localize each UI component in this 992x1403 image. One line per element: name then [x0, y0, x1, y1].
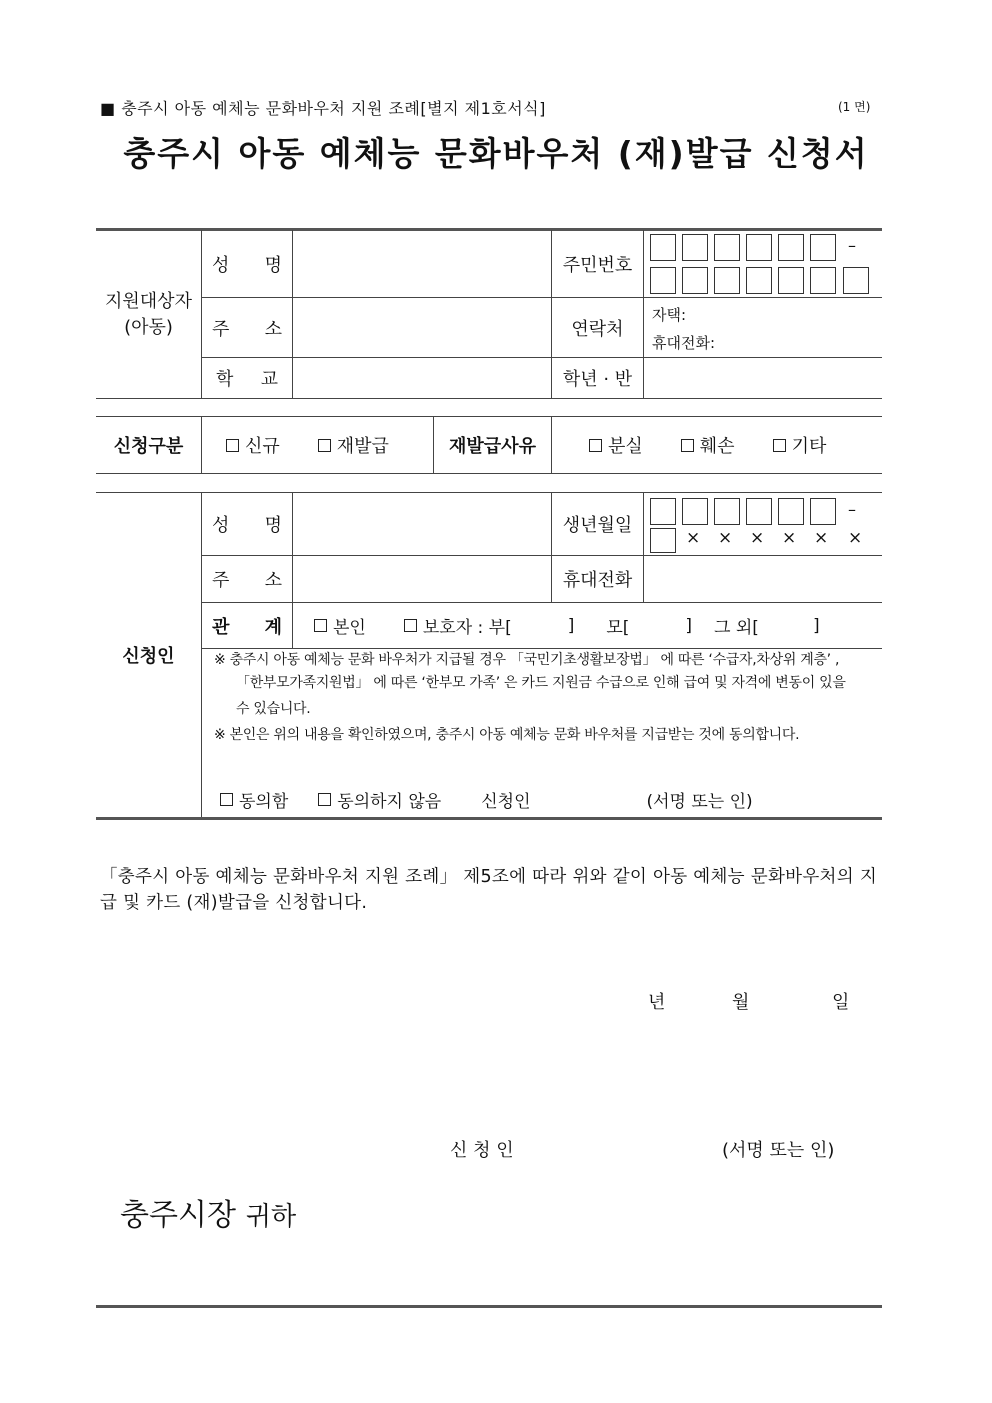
bracket-close: ]	[812, 615, 820, 636]
signature-field[interactable]: (서명 또는 인)	[722, 1140, 835, 1161]
target-contact-label: 연락처	[571, 318, 624, 340]
col-divider	[201, 416, 202, 473]
date-month[interactable]: 월	[732, 992, 750, 1013]
target-school-input[interactable]	[293, 358, 551, 398]
checkbox-label: 신규	[245, 436, 280, 457]
checkbox-label: 훼손	[699, 436, 735, 457]
applicant-name-input[interactable]	[293, 493, 551, 555]
application-type-label: 신청구분	[113, 436, 184, 457]
label-char: 계	[264, 616, 282, 638]
target-section-title: 지원대상자	[105, 291, 192, 312]
target-name-label	[202, 230, 292, 297]
checkbox-label: 기타	[791, 436, 827, 457]
rrn-digit-box[interactable]	[778, 267, 804, 294]
home-phone-field[interactable]: 자택:	[652, 306, 687, 324]
checkbox-icon	[318, 793, 331, 806]
section-bottom-border	[96, 398, 882, 399]
target-school-label	[202, 358, 292, 398]
rrn-digit-box[interactable]	[650, 267, 676, 294]
table-bottom-border	[96, 817, 882, 820]
mobile-phone-field[interactable]: 휴대전화:	[652, 334, 716, 352]
birth-digit-box[interactable]	[746, 498, 772, 525]
disagree-checkbox[interactable]	[318, 787, 441, 812]
addressee	[120, 1190, 296, 1234]
bracket-close: ]	[685, 615, 693, 636]
relation-label	[202, 603, 292, 648]
checkbox-label: 동의하지 않음	[337, 791, 442, 812]
signer-label: 신청인	[481, 791, 531, 812]
page-number: (1 면)	[838, 100, 871, 114]
signature-label: 신 청 인	[450, 1140, 514, 1161]
label-char: 학	[216, 369, 234, 390]
form-id: ■ 충주시 아동 예체능 문화바우처 지원 조례[별지 제1호서식]	[100, 99, 546, 118]
rrn-digit-box[interactable]	[810, 267, 836, 294]
other-relation-field[interactable]: 그 외[	[714, 618, 759, 638]
target-grade-input[interactable]	[644, 358, 882, 398]
checkbox-icon	[226, 439, 239, 452]
bracket-close: ]	[567, 615, 575, 636]
reissue-checkbox[interactable]	[318, 432, 389, 458]
declaration-text: 「충주시 아동 예체능 문화바우처 지원 조례」 제5조에 따라 위와 같이 아동 예체능 문화바우처의 지급 및 카드 (재)발급을 신청합니다.	[100, 867, 878, 913]
label-char: 명	[264, 515, 282, 536]
checkbox-icon	[404, 619, 417, 632]
target-grade-label: 학년 · 반	[562, 369, 633, 390]
checkbox-label: 보호자 : 부[	[422, 618, 512, 638]
label-char: 성	[212, 515, 230, 536]
mother-field[interactable]: 모[	[606, 618, 630, 638]
applicant-name-label	[202, 493, 292, 555]
other-checkbox[interactable]	[773, 432, 827, 458]
masked-digit: ×	[782, 528, 797, 548]
applicant-address-input[interactable]	[293, 556, 551, 602]
applicant-phone-label: 휴대전화	[562, 570, 633, 591]
rrn-digit-box[interactable]	[714, 267, 740, 294]
applicant-phone-input[interactable]	[644, 556, 882, 602]
page-title: 충주시 아동 예체능 문화바우처 (재)발급 신청서	[123, 134, 869, 173]
birth-digit-box[interactable]	[778, 498, 804, 525]
col-divider	[551, 416, 552, 473]
target-address-input[interactable]	[293, 298, 551, 357]
checkbox-label: 분실	[608, 436, 643, 457]
rrn-digit-box[interactable]	[650, 234, 676, 261]
checkbox-icon	[220, 793, 233, 806]
reissue-reason-options	[589, 417, 826, 473]
footer-border	[96, 1305, 882, 1308]
new-checkbox[interactable]	[226, 432, 280, 458]
consent-row	[220, 784, 753, 814]
target-section-subtitle: (아동)	[124, 317, 173, 338]
target-rrn-label: 주민번호	[562, 254, 633, 276]
masked-digit: ×	[718, 528, 733, 548]
consent-signature-field[interactable]: (서명 또는 인)	[646, 791, 753, 812]
checkbox-icon	[589, 439, 602, 452]
label-char: 주	[212, 318, 230, 340]
notice-line-2: 「한부모가족지원법」 에 따른 ‘한부모 가족’ 은 카드 지원금 수급으로 인해 급여 및 자격에 변동이 있을	[236, 675, 846, 691]
masked-digit: ×	[848, 528, 863, 548]
checkbox-icon	[314, 619, 327, 632]
label-char: 교	[260, 369, 278, 390]
agree-checkbox[interactable]	[220, 787, 288, 812]
label-char: 관	[212, 616, 230, 638]
guardian-checkbox[interactable]	[404, 613, 512, 638]
rrn-digit-box[interactable]	[746, 267, 772, 294]
reissue-reason-label: 재발급사유	[449, 436, 536, 457]
rrn-dash: –	[848, 236, 856, 255]
checkbox-label: 재발급	[336, 436, 389, 457]
checkbox-icon	[773, 439, 786, 452]
rrn-digit-box[interactable]	[778, 234, 804, 261]
birth-digit-box[interactable]	[682, 498, 708, 525]
target-address-label	[202, 298, 292, 357]
masked-digit: ×	[750, 528, 765, 548]
birth-digit-box[interactable]	[650, 528, 676, 553]
relation-options	[314, 603, 820, 648]
birth-dash: –	[848, 500, 856, 519]
target-name-input[interactable]	[293, 230, 551, 297]
rrn-digit-box[interactable]	[843, 267, 869, 294]
rrn-digit-box[interactable]	[682, 267, 708, 294]
application-type-options	[226, 417, 389, 473]
birth-digit-box[interactable]	[650, 498, 676, 525]
lost-checkbox[interactable]	[589, 432, 643, 458]
applicant-section-label: 신청인	[122, 646, 175, 667]
label-char: 명	[264, 254, 282, 276]
masked-digit: ×	[686, 528, 701, 548]
date-day[interactable]: 일	[832, 992, 850, 1013]
masked-digit: ×	[814, 528, 829, 548]
label-char: 소	[264, 318, 282, 340]
date-year[interactable]: 년	[648, 992, 666, 1013]
label-char: 주	[212, 570, 230, 591]
notice-line-3: 수 있습니다.	[236, 701, 311, 717]
label-char: 소	[264, 570, 282, 591]
checkbox-icon	[318, 439, 331, 452]
rrn-digit-box[interactable]	[810, 234, 836, 261]
checkbox-label: 동의함	[239, 791, 289, 812]
rrn-digit-box[interactable]	[682, 234, 708, 261]
notice-line-1: ※ 충주시 아동 예체능 문화 바우처가 지급될 경우 「국민기초생활보장법」 에 따른 ‘수급자,차상위 계층’ ,	[214, 652, 840, 668]
consent-notice: ※ 본인은 위의 내용을 확인하였으며, 충주시 아동 예체능 문화 바우처를 지급받는 것에 동의합니다.	[214, 727, 800, 743]
applicant-birth-label: 생년월일	[562, 515, 633, 536]
checkbox-label: 본인	[333, 618, 366, 638]
section-bottom-border	[96, 473, 882, 474]
birth-digit-box[interactable]	[714, 498, 740, 525]
damaged-checkbox[interactable]	[681, 432, 735, 458]
rrn-digit-box[interactable]	[746, 234, 772, 261]
target-section-label	[96, 285, 201, 345]
checkbox-icon	[681, 439, 694, 452]
self-checkbox[interactable]	[314, 613, 366, 638]
addressee-suffix: 귀하	[245, 1202, 297, 1232]
rrn-digit-box[interactable]	[714, 234, 740, 261]
addressee-name: 충주시장	[120, 1198, 236, 1233]
applicant-address-label	[202, 556, 292, 602]
label-char: 성	[212, 254, 230, 276]
birth-digit-box[interactable]	[810, 498, 836, 525]
